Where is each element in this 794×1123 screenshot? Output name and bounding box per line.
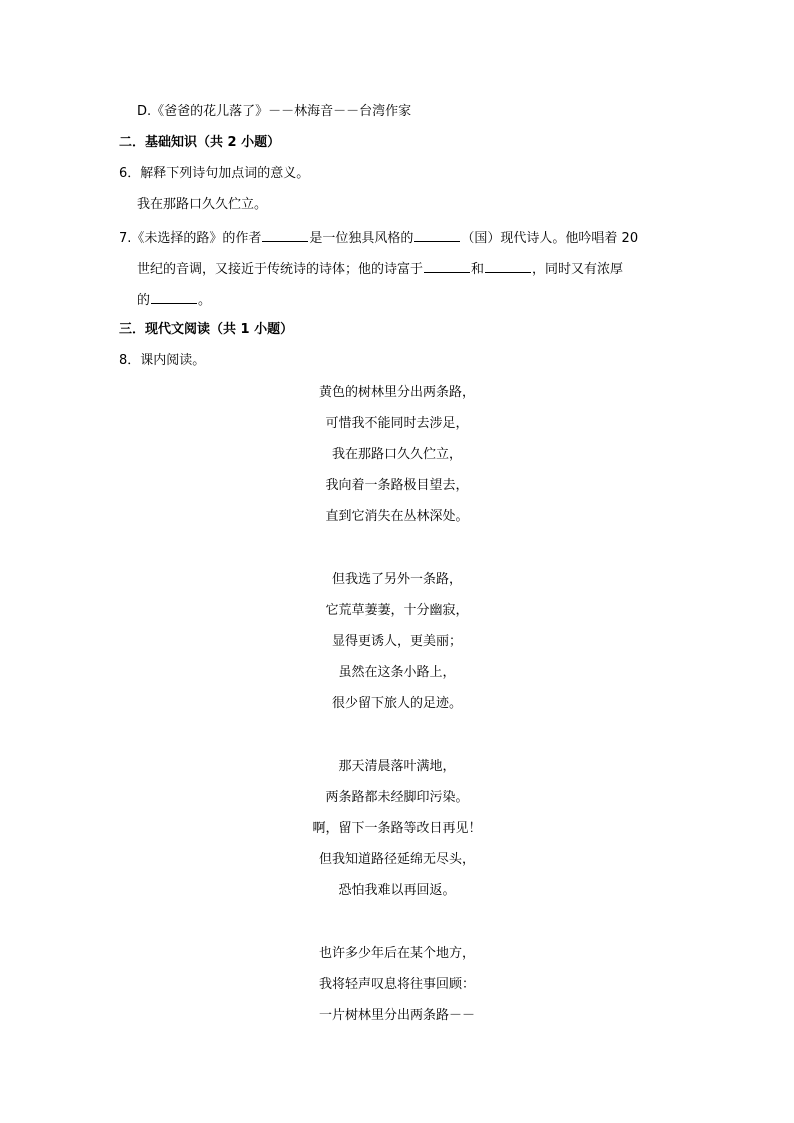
q7-text-3: （国）现代诗人。他吟唱着 20 (461, 231, 639, 246)
poem-line: 黄色的树林里分出两条路， (318, 385, 475, 400)
question-7-line-3 (137, 290, 211, 308)
section-2-heading: 二．基础知识（共 2 小题） (119, 135, 281, 150)
q7-text-2: 是一位独具风格的 (309, 231, 414, 246)
poem-line: 我向着一条路极目望去， (325, 478, 469, 493)
poem-line: 我将轻声叹息将往事回顾： (318, 977, 475, 992)
poem-line: 恐怕我难以再回返。 (338, 883, 456, 898)
poem-line: 但我选了另外一条路， (331, 572, 462, 587)
question-8-prompt: 8．课内阅读。 (119, 353, 206, 368)
answer-blank-1[interactable] (424, 259, 470, 273)
poem-line: 虽然在这条小路上， (338, 665, 456, 680)
question-7-line-1 (119, 228, 638, 246)
poem-line: 两条路都未经脚印污染。 (325, 790, 469, 805)
poem-line: 我在那路口久久伫立， (331, 447, 462, 462)
poem-line: 也许多少年后在某个地方， (318, 946, 475, 961)
poem-line: 可惜我不能同时去涉足， (325, 416, 469, 431)
poem-line: 但我知道路径延绵无尽头， (318, 852, 475, 867)
answer-blank-2[interactable] (485, 259, 531, 273)
answer-blank-country[interactable] (414, 228, 460, 242)
answer-blank-3[interactable] (151, 290, 197, 304)
section-3-heading: 三．现代文阅读（共 1 小题） (119, 322, 294, 337)
q7-text-4: 世纪的音调，又接近于传统诗的诗体；他的诗富于 (137, 262, 424, 277)
q7-text-1: 7.《未选择的路》的作者 (119, 231, 262, 246)
q7-text-5: 和 (471, 262, 485, 277)
poem-line: 显得更诱人，更美丽； (331, 634, 462, 649)
poem-line: 啊，留下一条路等改日再见！ (312, 821, 482, 836)
answer-blank-author[interactable] (262, 228, 308, 242)
poem-line: 一片树林里分出两条路－－ (318, 1008, 475, 1023)
question-7-line-2 (137, 259, 623, 277)
question-6-line: 我在那路口久久伫立。 (137, 197, 268, 212)
q7-text-6: ，同时又有浓厚 (532, 262, 624, 277)
option-d: D.《爸爸的花儿落了》－－林海音－－台湾作家 (137, 104, 412, 119)
poem-line: 那天清晨落叶满地， (338, 759, 456, 774)
poem-line: 很少留下旅人的足迹。 (331, 696, 462, 711)
poem-line: 直到它消失在丛林深处。 (325, 509, 469, 524)
q7-text-7: 的 (137, 293, 151, 308)
poem-line: 它荒草萋萋，十分幽寂， (325, 603, 469, 618)
question-6-prompt: 6．解释下列诗句加点词的意义。 (119, 166, 310, 181)
q7-text-8: 。 (198, 293, 212, 308)
